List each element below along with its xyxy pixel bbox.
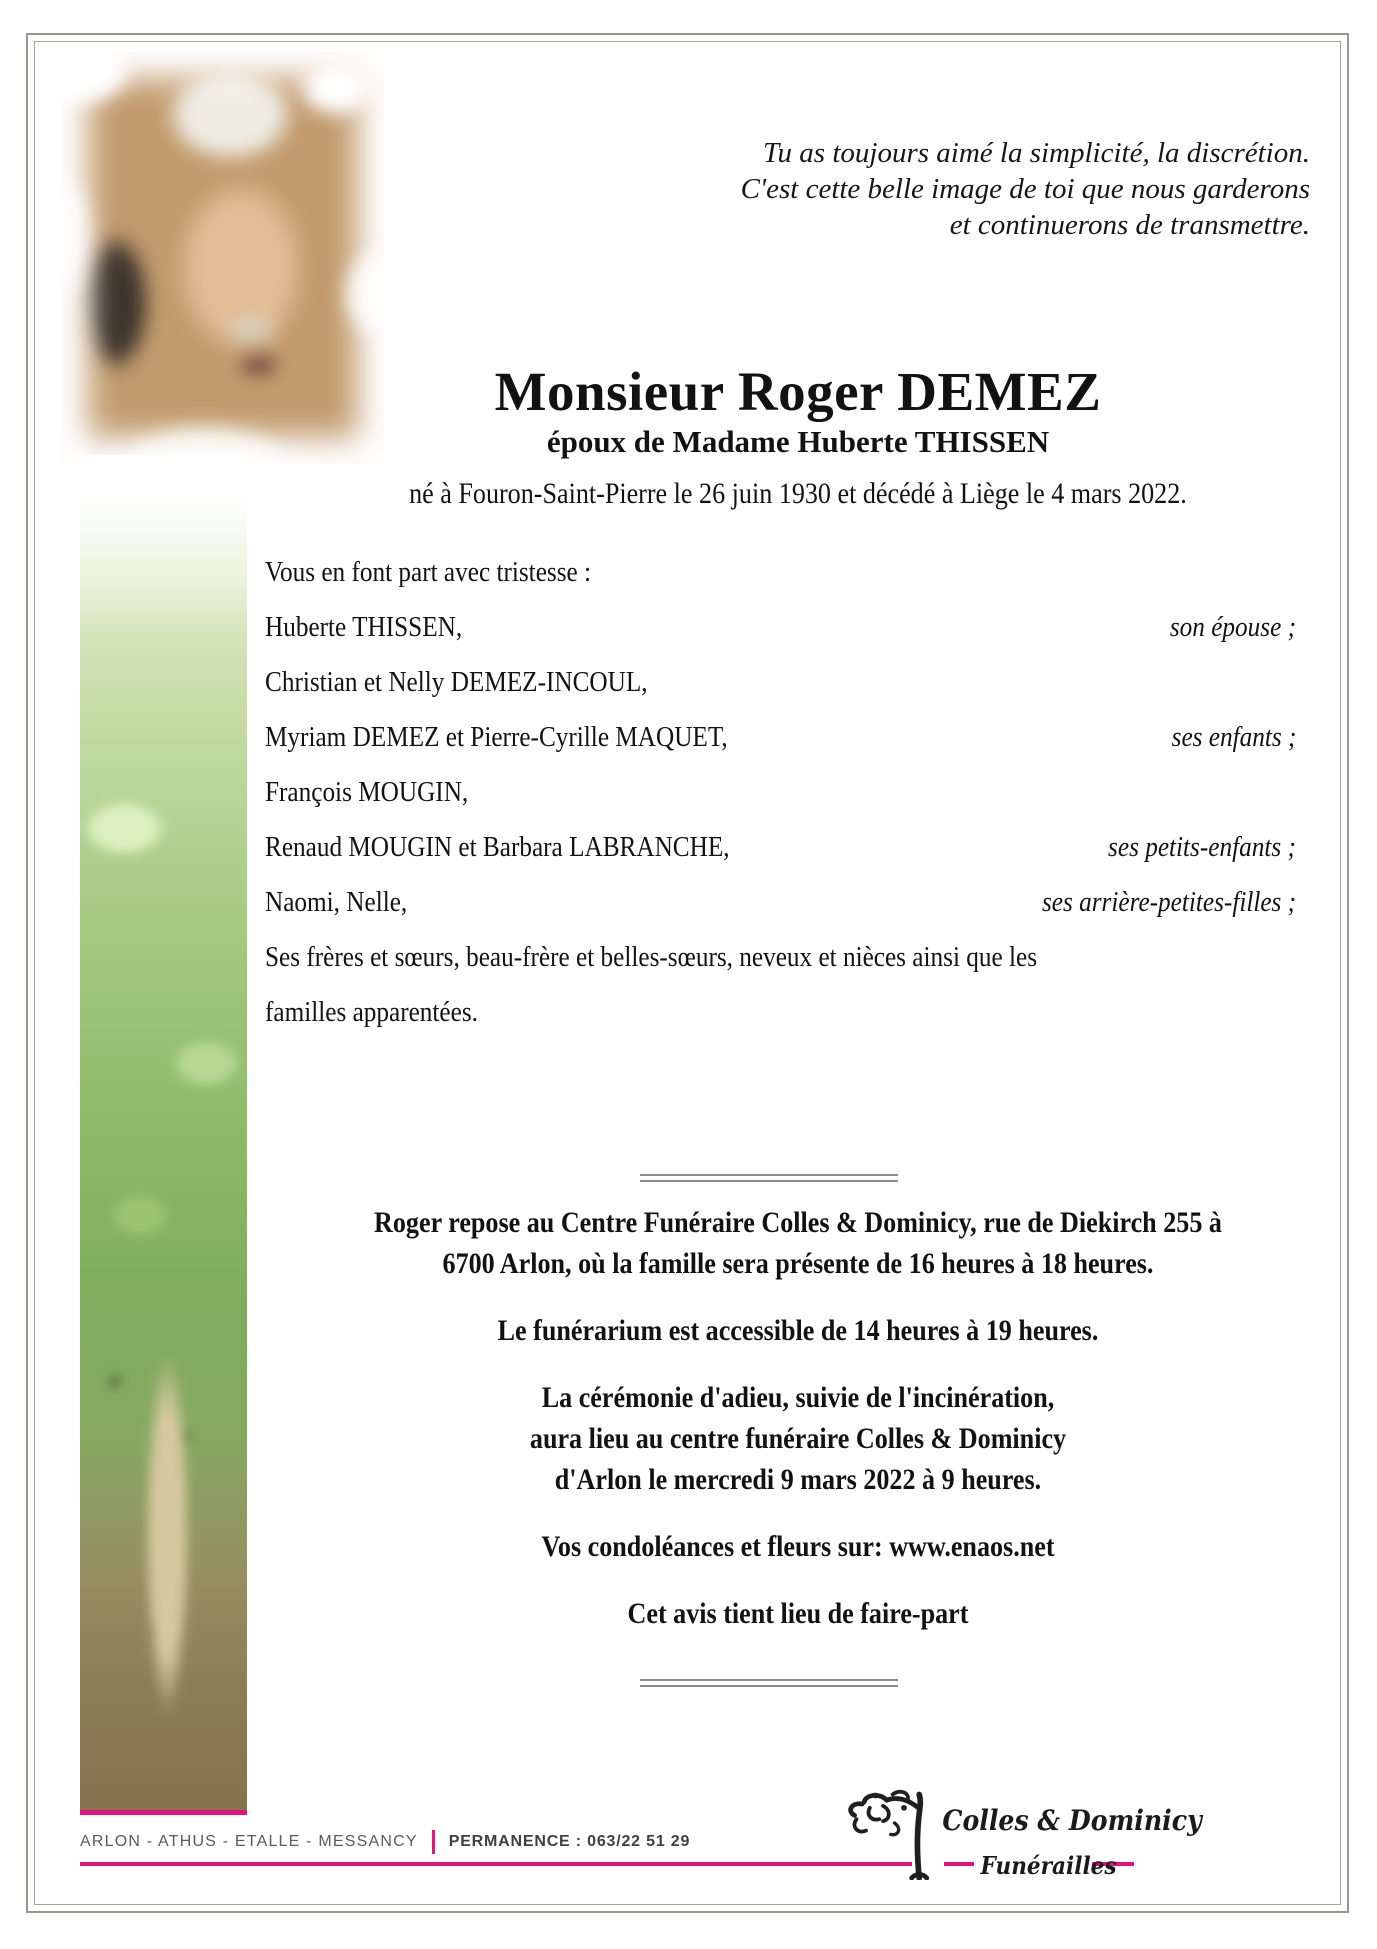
- family-row: [265, 657, 1296, 712]
- funerarium-paragraph: [215, 1310, 1377, 1351]
- birth-death-text: né à Fouron-Saint-Pierre le 26 juin 1930 et décédé à Liège le 4 mars 2022.: [409, 477, 1187, 510]
- family-row: [265, 712, 1296, 767]
- repose-paragraph: [215, 1202, 1377, 1284]
- memorial-quote: [741, 135, 1310, 243]
- tree-logo-icon: [835, 1785, 935, 1880]
- faire-part-paragraph: [215, 1593, 1377, 1634]
- family-names: familles apparentées.: [265, 996, 478, 1028]
- family-relation: son épouse ;: [1169, 611, 1296, 643]
- family-intro-text: Vous en font part avec tristesse :: [265, 556, 592, 588]
- section-divider-bottom: [640, 1679, 898, 1687]
- footer-pink-line-segment: [944, 1862, 974, 1866]
- funeral-details: [215, 1202, 1377, 1660]
- ceremony-line: aura lieu au centre funéraire Colles & Dominicy: [529, 1422, 1067, 1455]
- family-row: [265, 932, 1296, 987]
- footer-permanence-phone: PERMANENCE : 063/22 51 29: [448, 1833, 691, 1850]
- family-names: Myriam DEMEZ et Pierre-Cyrille MAQUET,: [265, 721, 728, 753]
- funerarium-line: Le funérarium est accessible de 14 heures à 19 heures.: [497, 1314, 1099, 1347]
- quote-line: C'est cette belle image de toi que nous garderons: [740, 173, 1310, 205]
- spouse-subtitle-text: époux de Madame Huberte THISSEN: [546, 424, 1050, 459]
- condolences-line: Vos condoléances et fleurs sur: www.enaos.net: [541, 1530, 1055, 1563]
- ceremony-line: La cérémonie d'adieu, suivie de l'incinération,: [541, 1381, 1055, 1414]
- deceased-name-text: Monsieur Roger DEMEZ: [494, 361, 1102, 422]
- brand-tagline-text: Funérailles: [980, 1851, 1117, 1880]
- family-names: François MOUGIN,: [265, 776, 469, 808]
- brand-tagline: [973, 1851, 1117, 1880]
- quote-line: Tu as toujours aimé la simplicité, la discrétion.: [763, 137, 1310, 169]
- ceremony-paragraph: [215, 1377, 1377, 1500]
- family-row: [265, 877, 1296, 932]
- footer-locations: ARLON - ATHUS - ETALLE - MESSANCY: [80, 1833, 418, 1850]
- brand-name: [928, 1804, 1202, 1837]
- repose-line: 6700 Arlon, où la famille sera présente de 16 heures à 18 heures.: [442, 1247, 1154, 1280]
- spouse-subtitle: [215, 424, 1377, 460]
- family-relation: ses petits-enfants ;: [1108, 831, 1296, 863]
- faire-part-line: Cet avis tient lieu de faire-part: [627, 1597, 969, 1630]
- deceased-name-title: [215, 360, 1377, 423]
- condolences-paragraph: [215, 1526, 1377, 1567]
- footer-separator-bar: [432, 1830, 435, 1854]
- footer-pink-line: [80, 1862, 912, 1866]
- birth-death-line: [215, 477, 1377, 511]
- family-names: Christian et Nelly DEMEZ-INCOUL,: [265, 666, 648, 698]
- family-row: [265, 822, 1296, 877]
- family-relation: ses arrière-petites-filles ;: [1041, 886, 1296, 918]
- family-list: [265, 547, 1296, 1042]
- repose-line: Roger repose au Centre Funéraire Colles & Dominicy, rue de Diekirch 255 à: [374, 1206, 1222, 1239]
- family-names: Ses frères et sœurs, beau-frère et belles-sœurs, neveux et nièces ainsi que les: [265, 941, 1038, 973]
- family-names: Renaud MOUGIN et Barbara LABRANCHE,: [265, 831, 730, 863]
- footer-contact-row: [80, 1830, 690, 1854]
- family-row: [265, 602, 1296, 657]
- family-row: [265, 987, 1296, 1042]
- ceremony-line: d'Arlon le mercredi 9 mars 2022 à 9 heures.: [554, 1463, 1042, 1496]
- family-names: Naomi, Nelle,: [265, 886, 408, 918]
- section-divider-top: [640, 1174, 898, 1182]
- family-names: Huberte THISSEN,: [265, 611, 463, 643]
- brand-name-text: Colles & Dominicy: [942, 1804, 1202, 1837]
- family-intro-row: [265, 547, 1296, 602]
- family-relation: ses enfants ;: [1171, 721, 1296, 753]
- family-row: [265, 767, 1296, 822]
- quote-line: et continuerons de transmettre.: [949, 209, 1310, 241]
